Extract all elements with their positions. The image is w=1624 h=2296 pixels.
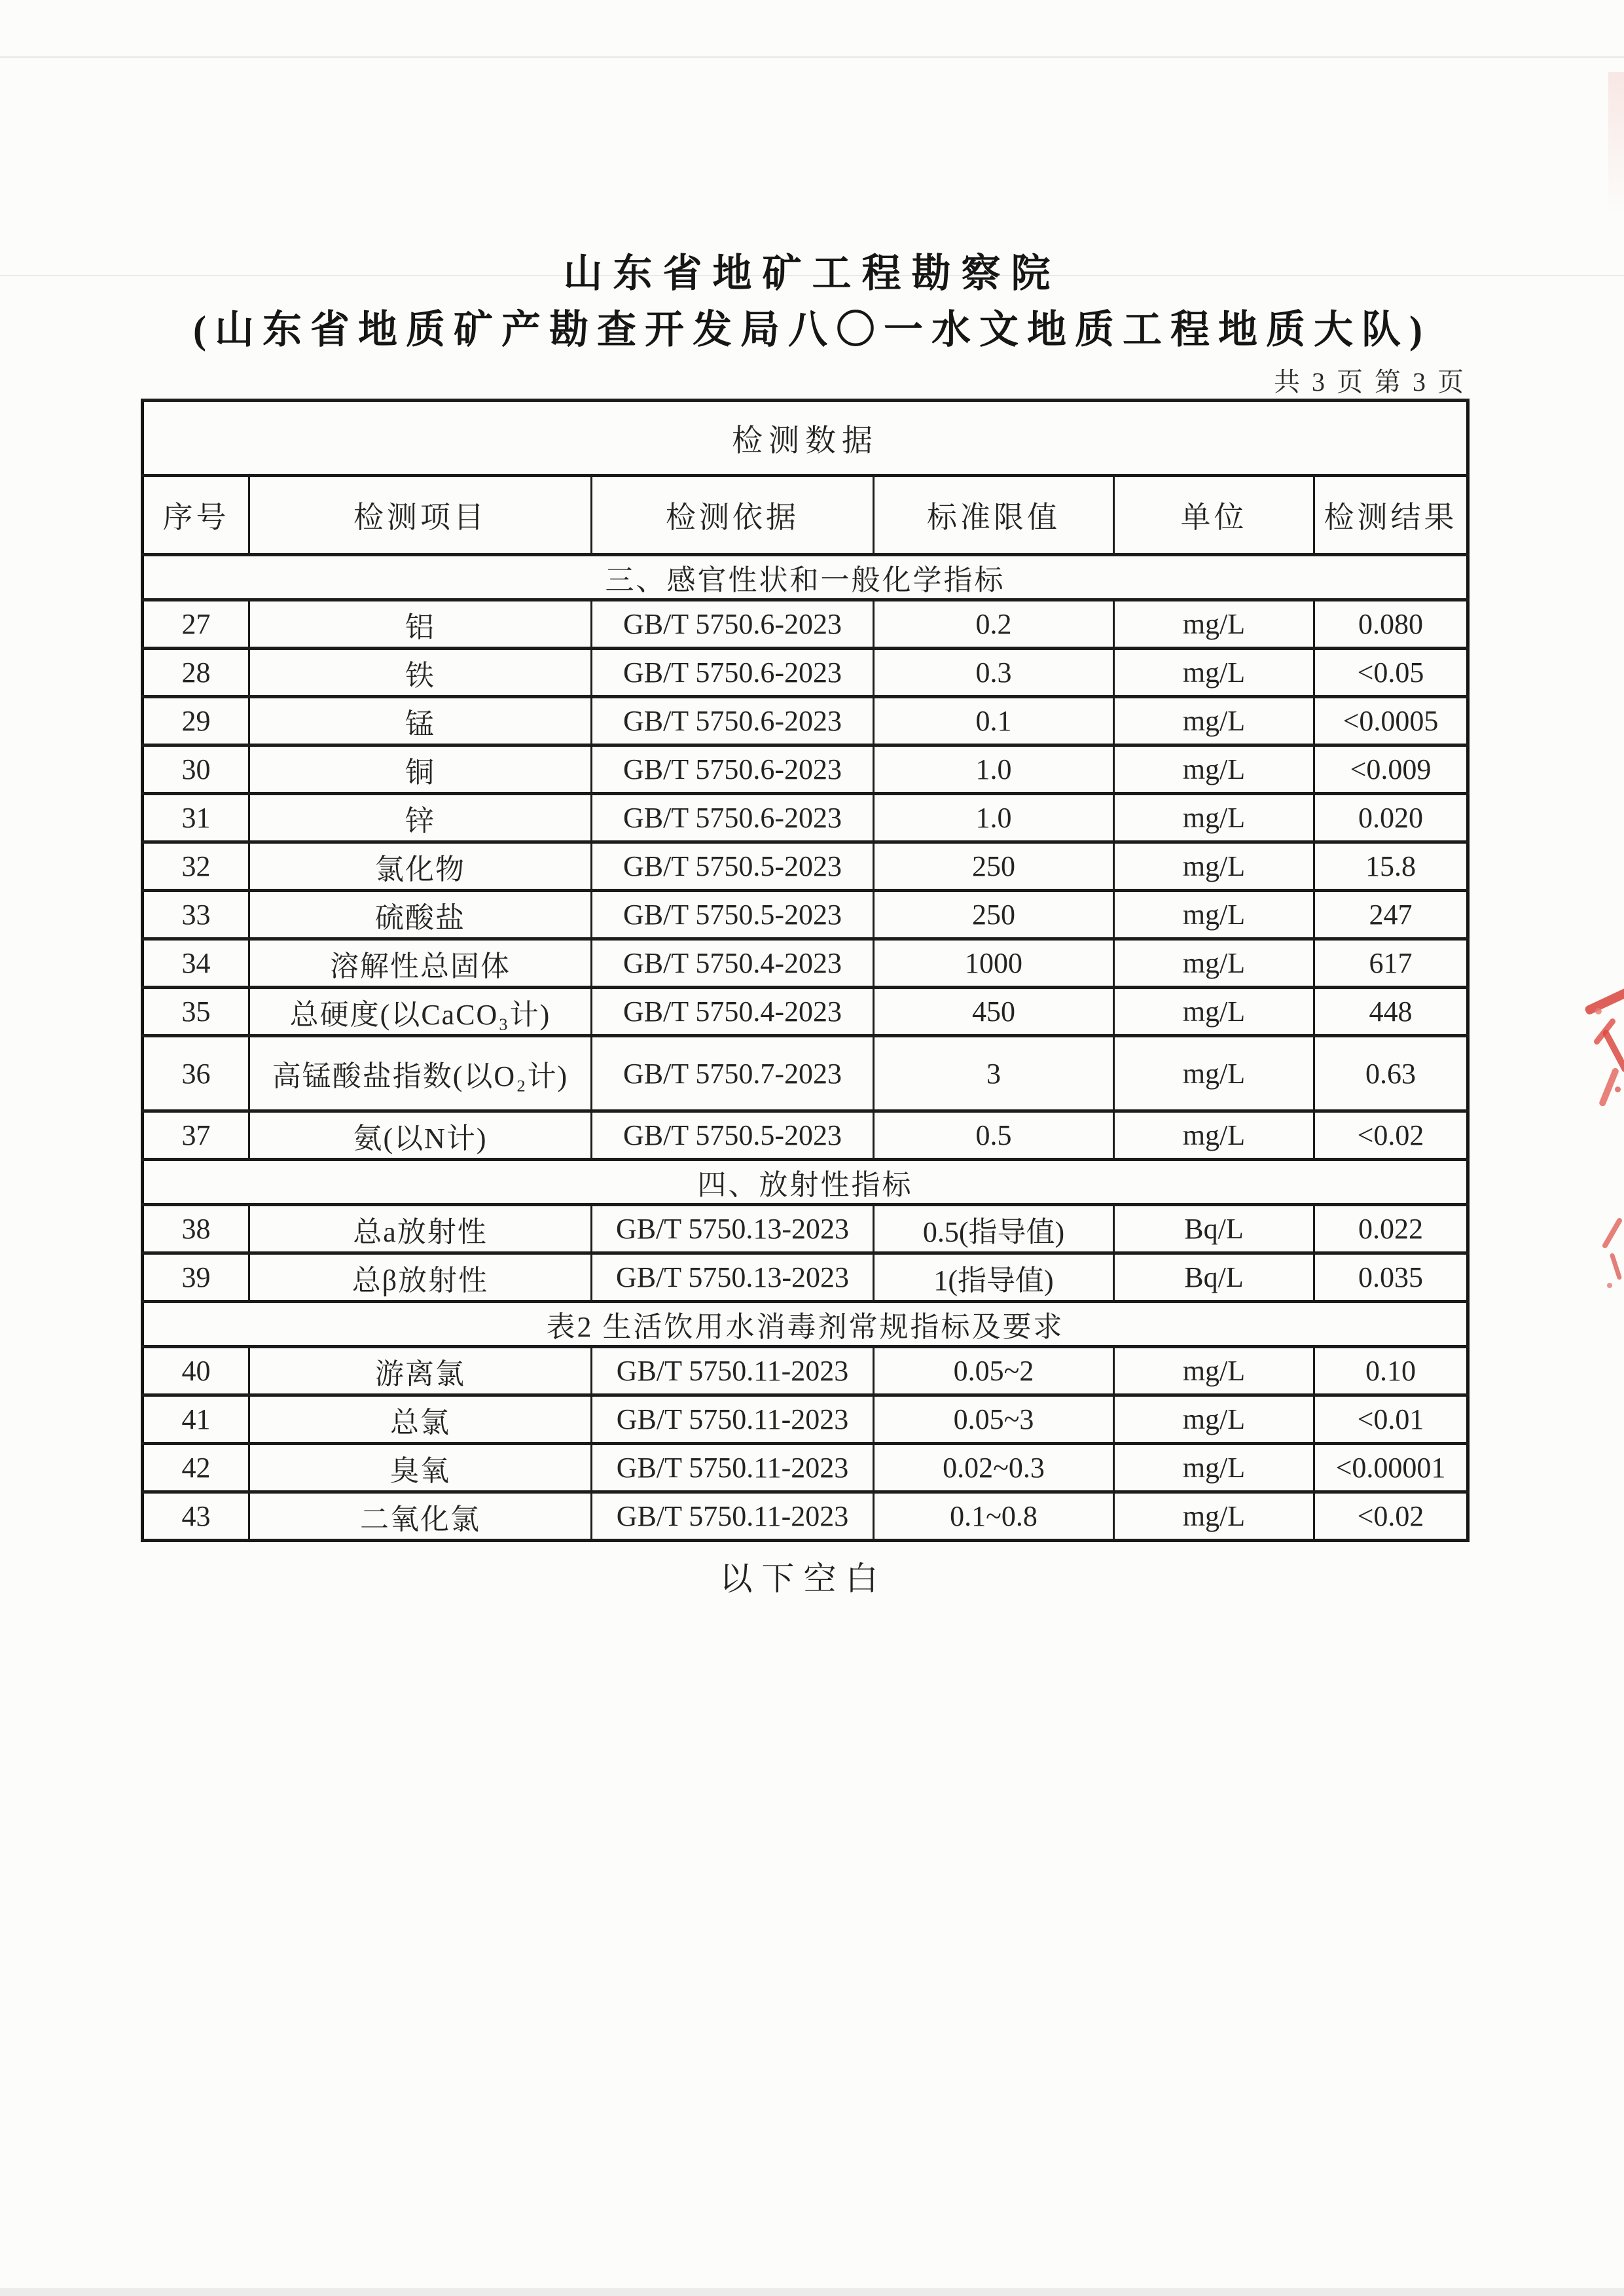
- scan-artifact-top-line: [0, 56, 1624, 58]
- cell-serial-number: 28: [143, 649, 249, 697]
- table-row: [143, 1036, 1468, 1111]
- cell-test-method: GB/T 5750.6-2023: [592, 649, 874, 697]
- cell-standard-limit: 1(指导值): [874, 1253, 1114, 1302]
- cell-standard-limit: 0.05~3: [874, 1395, 1114, 1444]
- cell-serial-number: 29: [143, 697, 249, 745]
- cell-unit: mg/L: [1114, 988, 1314, 1036]
- org-subtitle: (山东省地质矿产勘查开发局八〇一水文地质工程地质大队): [193, 308, 1431, 351]
- table-row: [143, 794, 1468, 842]
- cell-serial-number: 38: [143, 1205, 249, 1253]
- cell-standard-limit: 450: [874, 988, 1114, 1036]
- seal-stroke: [1584, 986, 1624, 1016]
- scan-artifact-bottom-band: [0, 2288, 1624, 2296]
- cell-test-item: 锰: [249, 697, 592, 745]
- cell-test-result: 15.8: [1314, 842, 1468, 891]
- cell-test-result: <0.01: [1314, 1395, 1468, 1444]
- cell-test-item: 硫酸盐: [249, 891, 592, 939]
- cell-unit: mg/L: [1114, 794, 1314, 842]
- col-header-unit: 单位: [1114, 476, 1314, 555]
- cell-standard-limit: 0.5: [874, 1111, 1114, 1160]
- org-title: 山东省地矿工程勘察院: [563, 252, 1061, 295]
- cell-serial-number: 33: [143, 891, 249, 939]
- table-row: [143, 1444, 1468, 1492]
- cell-test-method: GB/T 5750.13-2023: [592, 1253, 874, 1302]
- cell-standard-limit: 0.1~0.8: [874, 1492, 1114, 1541]
- seal-dot: [1595, 1008, 1602, 1014]
- cell-test-item: 铜: [249, 745, 592, 794]
- cell-standard-limit: 250: [874, 891, 1114, 939]
- cell-test-method: GB/T 5750.4-2023: [592, 988, 874, 1036]
- table-row: [143, 1395, 1468, 1444]
- section-row: [143, 1302, 1468, 1347]
- cell-unit: mg/L: [1114, 1036, 1314, 1111]
- cell-unit: mg/L: [1114, 697, 1314, 745]
- cell-test-method: GB/T 5750.6-2023: [592, 697, 874, 745]
- cell-test-item: 氯化物: [249, 842, 592, 891]
- table-row: [143, 649, 1468, 697]
- cell-serial-number: 37: [143, 1111, 249, 1160]
- cell-standard-limit: 0.1: [874, 697, 1114, 745]
- cell-serial-number: 35: [143, 988, 249, 1036]
- cell-standard-limit: 1.0: [874, 794, 1114, 842]
- cell-test-method: GB/T 5750.5-2023: [592, 1111, 874, 1160]
- col-header-item: 检测项目: [249, 476, 592, 555]
- cell-test-method: GB/T 5750.11-2023: [592, 1444, 874, 1492]
- table-row: [143, 939, 1468, 988]
- seal-dot: [1615, 1086, 1621, 1092]
- cell-serial-number: 43: [143, 1492, 249, 1541]
- table-row: [143, 842, 1468, 891]
- cell-test-result: 0.10: [1314, 1347, 1468, 1395]
- cell-test-result: <0.009: [1314, 745, 1468, 794]
- section-row: [143, 1160, 1468, 1205]
- table-row: [143, 1492, 1468, 1541]
- cell-test-result: <0.02: [1314, 1492, 1468, 1541]
- cell-serial-number: 30: [143, 745, 249, 794]
- report-header: [0, 250, 1624, 353]
- cell-test-result: 617: [1314, 939, 1468, 988]
- cell-standard-limit: 1000: [874, 939, 1114, 988]
- cell-standard-limit: 250: [874, 842, 1114, 891]
- cell-standard-limit: 0.3: [874, 649, 1114, 697]
- cell-test-result: 0.022: [1314, 1205, 1468, 1253]
- test-data-table: [141, 399, 1470, 1542]
- red-seal-fragment-upper: [1582, 987, 1624, 1121]
- cell-unit: mg/L: [1114, 842, 1314, 891]
- cell-serial-number: 41: [143, 1395, 249, 1444]
- table-row: [143, 1205, 1468, 1253]
- cell-test-item: 铝: [249, 600, 592, 649]
- scan-artifact-smudge: [1608, 72, 1624, 216]
- cell-test-result: 448: [1314, 988, 1468, 1036]
- section-label: 三、感官性状和一般化学指标: [143, 555, 1468, 600]
- cell-test-result: 0.080: [1314, 600, 1468, 649]
- cell-test-result: <0.02: [1314, 1111, 1468, 1160]
- cell-test-result: 0.63: [1314, 1036, 1468, 1111]
- cell-serial-number: 42: [143, 1444, 249, 1492]
- below-blank-note: 以下空白: [719, 1560, 888, 1597]
- cell-test-item: 高锰酸盐指数(以O₂计): [249, 1036, 592, 1111]
- col-header-result: 检测结果: [1314, 476, 1468, 555]
- cell-unit: mg/L: [1114, 1492, 1314, 1541]
- cell-test-method: GB/T 5750.5-2023: [592, 842, 874, 891]
- cell-test-result: 0.035: [1314, 1253, 1468, 1302]
- cell-serial-number: 40: [143, 1347, 249, 1395]
- table-caption-row: [143, 401, 1468, 476]
- seal-stroke: [1602, 1029, 1624, 1073]
- cell-test-method: GB/T 5750.6-2023: [592, 600, 874, 649]
- cell-test-method: GB/T 5750.5-2023: [592, 891, 874, 939]
- cell-standard-limit: 1.0: [874, 745, 1114, 794]
- cell-test-item: 溶解性总固体: [249, 939, 592, 988]
- section-label: 表2 生活饮用水消毒剂常规指标及要求: [143, 1302, 1468, 1347]
- cell-test-method: GB/T 5750.6-2023: [592, 794, 874, 842]
- cell-serial-number: 34: [143, 939, 249, 988]
- cell-test-item: 铁: [249, 649, 592, 697]
- table-row: [143, 1111, 1468, 1160]
- cell-test-method: GB/T 5750.13-2023: [592, 1205, 874, 1253]
- cell-test-item: 总a放射性: [249, 1205, 592, 1253]
- cell-test-item: 总硬度(以CaCO₃计): [249, 988, 592, 1036]
- seal-dot: [1607, 1283, 1612, 1288]
- table-row: [143, 1347, 1468, 1395]
- section-row: [143, 555, 1468, 600]
- cell-standard-limit: 0.05~2: [874, 1347, 1114, 1395]
- cell-test-method: GB/T 5750.4-2023: [592, 939, 874, 988]
- cell-test-result: <0.0005: [1314, 697, 1468, 745]
- cell-test-method: GB/T 5750.11-2023: [592, 1347, 874, 1395]
- cell-test-item: 游离氯: [249, 1347, 592, 1395]
- cell-unit: mg/L: [1114, 939, 1314, 988]
- seal-stroke: [1602, 1217, 1623, 1249]
- cell-test-result: 0.020: [1314, 794, 1468, 842]
- cell-serial-number: 27: [143, 600, 249, 649]
- col-header-method: 检测依据: [592, 476, 874, 555]
- cell-unit: mg/L: [1114, 600, 1314, 649]
- cell-test-item: 臭氧: [249, 1444, 592, 1492]
- table-row: [143, 600, 1468, 649]
- col-header-no: 序号: [143, 476, 249, 555]
- cell-test-item: 总氯: [249, 1395, 592, 1444]
- table-row: [143, 697, 1468, 745]
- cell-test-result: <0.05: [1314, 649, 1468, 697]
- cell-unit: mg/L: [1114, 649, 1314, 697]
- section-label: 四、放射性指标: [143, 1160, 1468, 1205]
- table-row: [143, 1253, 1468, 1302]
- cell-test-item: 锌: [249, 794, 592, 842]
- page-number-info: 共 3 页 第 3 页: [1274, 367, 1466, 397]
- col-header-limit: 标准限值: [874, 476, 1114, 555]
- cell-test-method: GB/T 5750.11-2023: [592, 1492, 874, 1541]
- table-row: [143, 891, 1468, 939]
- cell-unit: Bq/L: [1114, 1205, 1314, 1253]
- cell-standard-limit: 0.02~0.3: [874, 1444, 1114, 1492]
- cell-test-item: 氨(以N计): [249, 1111, 592, 1160]
- table-header-row: [143, 476, 1468, 555]
- red-seal-fragment-lower: [1600, 1212, 1624, 1300]
- table-row: [143, 988, 1468, 1036]
- cell-serial-number: 31: [143, 794, 249, 842]
- table-row: [143, 745, 1468, 794]
- cell-serial-number: 39: [143, 1253, 249, 1302]
- cell-standard-limit: 0.5(指导值): [874, 1205, 1114, 1253]
- cell-test-method: GB/T 5750.11-2023: [592, 1395, 874, 1444]
- cell-unit: mg/L: [1114, 1347, 1314, 1395]
- cell-test-item: 二氧化氯: [249, 1492, 592, 1541]
- table-body: [143, 401, 1468, 1541]
- cell-test-item: 总β放射性: [249, 1253, 592, 1302]
- cell-standard-limit: 0.2: [874, 600, 1114, 649]
- cell-standard-limit: 3: [874, 1036, 1114, 1111]
- cell-serial-number: 36: [143, 1036, 249, 1111]
- cell-unit: Bq/L: [1114, 1253, 1314, 1302]
- cell-serial-number: 32: [143, 842, 249, 891]
- cell-unit: mg/L: [1114, 1395, 1314, 1444]
- cell-test-method: GB/T 5750.6-2023: [592, 745, 874, 794]
- seal-stroke: [1610, 1253, 1623, 1280]
- cell-unit: mg/L: [1114, 891, 1314, 939]
- cell-unit: mg/L: [1114, 1444, 1314, 1492]
- cell-unit: mg/L: [1114, 745, 1314, 794]
- cell-test-method: GB/T 5750.7-2023: [592, 1036, 874, 1111]
- cell-test-result: 247: [1314, 891, 1468, 939]
- cell-unit: mg/L: [1114, 1111, 1314, 1160]
- cell-test-result: <0.00001: [1314, 1444, 1468, 1492]
- table-caption: 检测数据: [143, 401, 1468, 476]
